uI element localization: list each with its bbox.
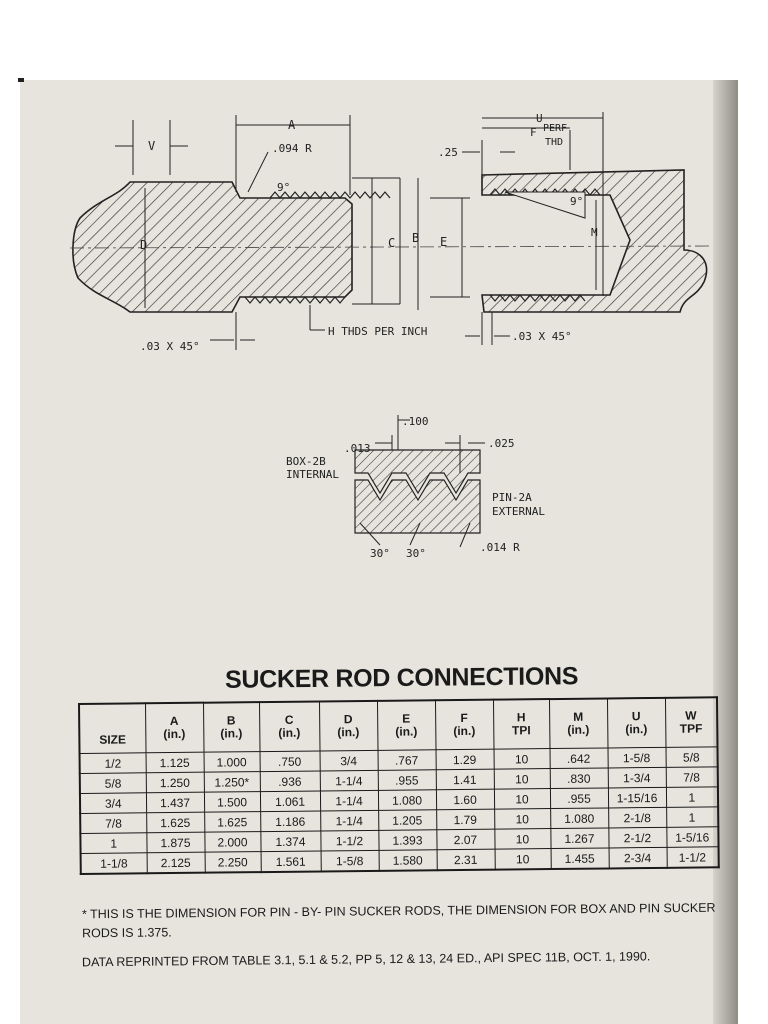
table-cell: 2.000 xyxy=(204,832,260,853)
table-cell: 1-3/4 xyxy=(608,767,666,788)
column-header xyxy=(145,703,204,753)
table-body xyxy=(80,747,719,874)
column-header xyxy=(377,700,436,750)
table-cell: 2-1/2 xyxy=(608,827,666,848)
table-cell: 1.625 xyxy=(146,812,204,833)
dim-a: A xyxy=(288,118,296,132)
table-cell: 5/8 xyxy=(80,773,146,794)
table-cell: 1.580 xyxy=(379,850,437,871)
dim-b: B xyxy=(412,231,420,245)
column-header-unit: (in.) xyxy=(625,722,648,737)
table-cell: 2-3/4 xyxy=(609,847,667,868)
column-header xyxy=(549,698,608,748)
column-header-letter: B xyxy=(226,713,236,728)
dim-chamfer-right: .03 X 45° xyxy=(512,330,572,343)
table-cell: .767 xyxy=(378,750,436,771)
dim-m: M xyxy=(591,226,598,239)
table-cell: 3/4 xyxy=(320,750,378,771)
table-cell: 1.205 xyxy=(378,810,436,831)
table-cell: 1.267 xyxy=(550,828,608,849)
table-cell: 1.374 xyxy=(260,831,320,852)
table-cell: 1-5/8 xyxy=(321,850,379,871)
table-cell: 1.186 xyxy=(260,811,320,832)
table-cell: 1 xyxy=(80,833,146,854)
column-header-unit: (in.) xyxy=(453,723,476,739)
thread-014r: .014 R xyxy=(480,541,520,554)
table-cell: 1-1/2 xyxy=(320,830,378,851)
table-cell: 1-1/4 xyxy=(320,810,378,831)
column-header-unit: (in.) xyxy=(337,725,360,740)
pin-label-2: EXTERNAL xyxy=(492,505,545,518)
table-cell: 10 xyxy=(495,849,551,870)
table-cell: 7/8 xyxy=(666,767,718,788)
table-cell: 1.437 xyxy=(146,792,204,813)
table-cell: 1.125 xyxy=(146,752,204,773)
sucker-rod-connections-table xyxy=(78,696,720,875)
dim-perf: PERF xyxy=(543,123,568,134)
footnote: * THIS IS THE DIMENSION FOR PIN - BY- PIN SUCKER RODS, THE DIMENSION FOR BOX AND PIN SUCKER RODS IS 1.375. xyxy=(81,900,716,941)
table-cell: 10 xyxy=(494,809,550,830)
table-cell: 1.41 xyxy=(436,769,494,790)
angle-30-right: 30° xyxy=(406,547,426,560)
table-cell: .642 xyxy=(550,748,608,769)
table-cell: 5/8 xyxy=(665,747,717,768)
thread-profile-drawing xyxy=(280,405,580,575)
box-label-1: BOX-2B xyxy=(286,455,326,468)
dim-chamfer-left: .03 X 45° xyxy=(140,340,200,353)
table-cell: 7/8 xyxy=(80,813,146,834)
table-cell: 1-1/2 xyxy=(667,847,719,868)
table-cell: 1-5/8 xyxy=(607,747,665,768)
table-cell: 1.29 xyxy=(436,749,494,770)
table-cell: 1.875 xyxy=(146,832,204,853)
thread-100: .100 xyxy=(402,415,429,428)
thread-025: .025 xyxy=(488,437,515,450)
pin-label-1: PIN-2A xyxy=(492,491,532,504)
column-header xyxy=(435,700,494,750)
table-cell: 2.31 xyxy=(437,849,495,870)
table-cell: 1.60 xyxy=(436,789,494,810)
table-cell: .955 xyxy=(378,770,436,791)
dim-angle9-right: 9° xyxy=(570,195,584,208)
dim-d: D xyxy=(140,238,148,252)
table-cell: 1-1/4 xyxy=(320,790,378,811)
table-cell: 2.125 xyxy=(147,852,205,873)
table-header-row xyxy=(79,697,717,753)
column-header xyxy=(259,701,320,751)
column-header-letter: A xyxy=(169,713,179,729)
column-header xyxy=(607,698,666,748)
table-cell: 3/4 xyxy=(80,793,146,814)
table-cell: 1.455 xyxy=(551,848,609,869)
column-header-letter: F xyxy=(460,710,468,725)
table-cell: 1-15/16 xyxy=(608,787,666,808)
column-header xyxy=(493,699,550,749)
table-cell: 1.79 xyxy=(436,809,494,830)
column-header xyxy=(203,702,260,752)
dim-094r: .094 R xyxy=(272,142,312,155)
table-cell: 1-1/4 xyxy=(320,770,378,791)
table-cell: .830 xyxy=(550,768,608,789)
table-cell: 1-5/16 xyxy=(666,827,718,848)
connections-table-wrapper xyxy=(78,696,720,875)
angle-30-left: 30° xyxy=(370,547,390,560)
pin-threads-bottom xyxy=(245,297,345,303)
table-cell: 2.250 xyxy=(205,852,261,873)
dim-v: V xyxy=(148,139,156,153)
column-header-unit: (in.) xyxy=(220,726,243,741)
dim-e: E xyxy=(440,235,448,249)
column-header xyxy=(319,701,378,751)
table-cell: 1.250* xyxy=(204,772,260,793)
box-body xyxy=(482,170,707,312)
dim-25: .25 xyxy=(438,146,458,159)
dim-h-thds: H THDS PER INCH xyxy=(328,325,428,338)
column-header xyxy=(665,697,718,747)
thread-013: .013 xyxy=(344,442,371,455)
table-cell: 2.07 xyxy=(436,829,494,850)
column-header-letter: M xyxy=(573,709,584,724)
table-cell: .936 xyxy=(260,771,320,792)
column-header-letter: W xyxy=(685,708,697,723)
table-title: SUCKER ROD CONNECTIONS xyxy=(224,662,579,694)
dim-u: U xyxy=(536,112,543,125)
table-cell: 10 xyxy=(494,749,550,770)
column-header-unit: (in.) xyxy=(278,725,301,740)
source-note: DATA REPRINTED FROM TABLE 3.1, 5.1 & 5.2, PP 5, 12 & 13, 24 ED., API SPEC 11B, OCT. 1, 1990. xyxy=(81,949,651,970)
column-header-unit: SIZE xyxy=(99,732,127,747)
column-header-unit: TPF xyxy=(679,721,703,736)
dim-thd: THD xyxy=(545,137,564,148)
box-label-2: INTERNAL xyxy=(286,468,339,481)
table-cell: 10 xyxy=(494,789,550,810)
column-header-letter: D xyxy=(343,712,353,727)
table-cell: 1.000 xyxy=(204,752,260,773)
table-cell: 1/2 xyxy=(80,753,146,774)
table-cell: 1.561 xyxy=(261,851,321,872)
column-header-letter: E xyxy=(402,711,411,726)
pin-body xyxy=(73,182,352,312)
table-cell: 1.080 xyxy=(550,808,608,829)
table-cell: 1 xyxy=(666,787,718,808)
table-cell: 1 xyxy=(666,807,718,828)
column-header-letter: U xyxy=(631,709,641,724)
dim-angle9-left: 9° xyxy=(277,181,291,194)
box-thread-profile xyxy=(355,450,480,493)
dim-c: C xyxy=(388,236,396,250)
table-cell: 10 xyxy=(494,769,550,790)
column-header-unit: (in.) xyxy=(163,726,186,742)
table-cell: 10 xyxy=(494,829,550,850)
column-header-unit: (in.) xyxy=(567,722,590,737)
table-cell: 1.500 xyxy=(204,792,260,813)
table-cell: 1.393 xyxy=(378,830,436,851)
column-header-letter: C xyxy=(284,712,294,727)
table-cell: 1.061 xyxy=(260,791,320,812)
table-cell: 2-1/8 xyxy=(608,807,666,828)
scan-mark xyxy=(18,78,24,82)
column-header-letter: H xyxy=(516,710,526,725)
table-cell: .955 xyxy=(550,788,608,809)
table-cell: 1-1/8 xyxy=(81,853,147,874)
column-header-unit: TPI xyxy=(511,723,531,738)
table-cell: 1.625 xyxy=(204,812,260,833)
column-header-unit: (in.) xyxy=(395,724,418,739)
table-cell: 1.250 xyxy=(146,772,204,793)
dim-f: F xyxy=(530,126,537,139)
table-cell: 1.080 xyxy=(378,790,436,811)
column-header xyxy=(79,703,146,753)
table-cell: .750 xyxy=(260,751,320,772)
